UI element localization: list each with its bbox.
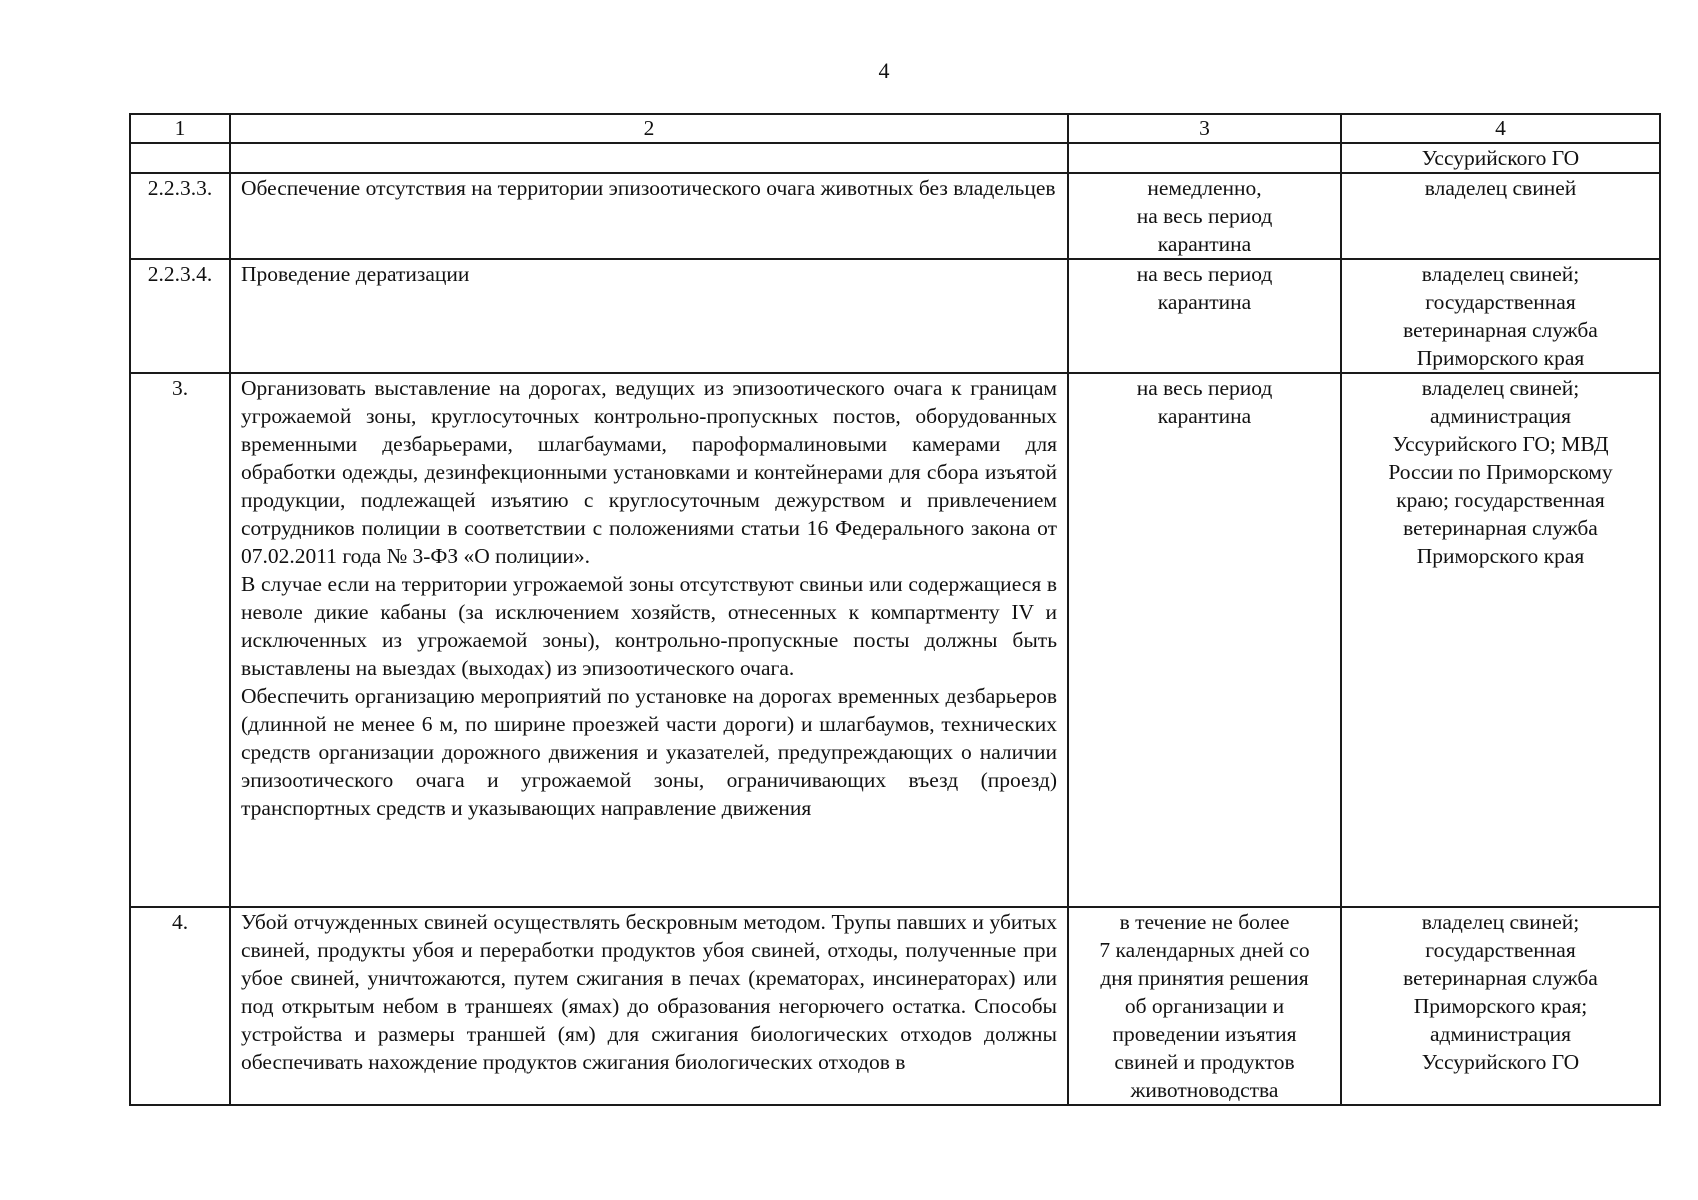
cell-responsible: владелец свиней — [1341, 173, 1660, 259]
cell-responsible: Уссурийского ГО — [1341, 143, 1660, 173]
table-row — [130, 259, 1660, 373]
cell-text: Убой отчужденных свиней осуществлять бескровным методом. Трупы павших и убитых свиней, продукты убоя и переработки продуктов убоя свиней, отходы, полученные при убое свиней, уничтожаются, путем сжигания в печах (крематорах, инсинераторах) или под открытым небом в траншеях (ямах) до образования негорючего остатка. Способы устройства и размеры траншей (ям) для сжигания биологических отходов должны обеспечивать нахождение продуктов сжигания биологических отходов в — [230, 907, 1068, 1105]
table-row — [130, 173, 1660, 259]
cell-term: немедленно, на весь период карантина — [1068, 173, 1341, 259]
table-row — [130, 907, 1660, 1105]
table-row-continuation — [130, 143, 1660, 173]
table-header-row — [130, 114, 1660, 143]
column-header-3: 3 — [1068, 114, 1341, 143]
cell-text — [230, 373, 1068, 907]
cell-term — [1068, 143, 1341, 173]
cell-term: на весь период карантина — [1068, 373, 1341, 907]
cell-num: 2.2.3.4. — [130, 259, 230, 373]
cell-num: 4. — [130, 907, 230, 1105]
paragraph: Обеспечить организацию мероприятий по установке на дорогах временных дезбарьеров (длинной не менее 6 м, по ширине проезжей части дороги) и шлагбаумов, технических средств организации дорожного движения и указателей, предупреждающих о наличии эпизоотического очага и угрожаемой зоны, ограничивающих въезд (проезд) транспортных средств и указывающих направление движения — [241, 684, 1057, 820]
cell-term: на весь период карантина — [1068, 259, 1341, 373]
cell-responsible: владелец свиней; администрация Уссурийского ГО; МВД России по Приморскому краю; государственная ветеринарная служба Приморского края — [1341, 373, 1660, 907]
cell-responsible: владелец свиней; государственная ветеринарная служба Приморского края — [1341, 259, 1660, 373]
measures-table — [129, 113, 1661, 1106]
column-header-1: 1 — [130, 114, 230, 143]
table-row — [130, 373, 1660, 907]
cell-responsible: владелец свиней; государственная ветеринарная служба Приморского края; администрация Уссурийского ГО — [1341, 907, 1660, 1105]
column-header-4: 4 — [1341, 114, 1660, 143]
paragraph: Организовать выставление на дорогах, ведущих из эпизоотического очага к границам угрожаемой зоны, круглосуточных контрольно-пропускных постов, оборудованных временными дезбарьерами, шлагбаумами, пароформалиновыми камерами для обработки одежды, дезинфекционными установками и контейнерами для сбора изъятой продукции, подлежащей изъятию с круглосуточным дежурством и привлечением сотрудников полиции в соответствии с положениями статьи 16 Федерального закона от 07.02.2011 года № 3-ФЗ «О полиции». — [241, 376, 1057, 568]
cell-num: 3. — [130, 373, 230, 907]
page-number: 4 — [878, 58, 890, 83]
column-header-2: 2 — [230, 114, 1068, 143]
cell-term: в течение не более 7 календарных дней со дня принятия решения об организации и проведении изъятия свиней и продуктов животноводства — [1068, 907, 1341, 1105]
paragraph: В случае если на территории угрожаемой зоны отсутствуют свиньи или содержащиеся в неволе дикие кабаны (за исключением хозяйств, отнесенных к компартменту IV и исключенных из угрожаемой зоны), контрольно-пропускные посты должны быть выставлены на выездах (выходах) из эпизоотического очага. — [241, 572, 1057, 680]
cell-num: 2.2.3.3. — [130, 173, 230, 259]
cell-text: Обеспечение отсутствия на территории эпизоотического очага животных без владельцев — [230, 173, 1068, 259]
cell-text: Проведение дератизации — [230, 259, 1068, 373]
cell-num — [130, 143, 230, 173]
cell-text — [230, 143, 1068, 173]
